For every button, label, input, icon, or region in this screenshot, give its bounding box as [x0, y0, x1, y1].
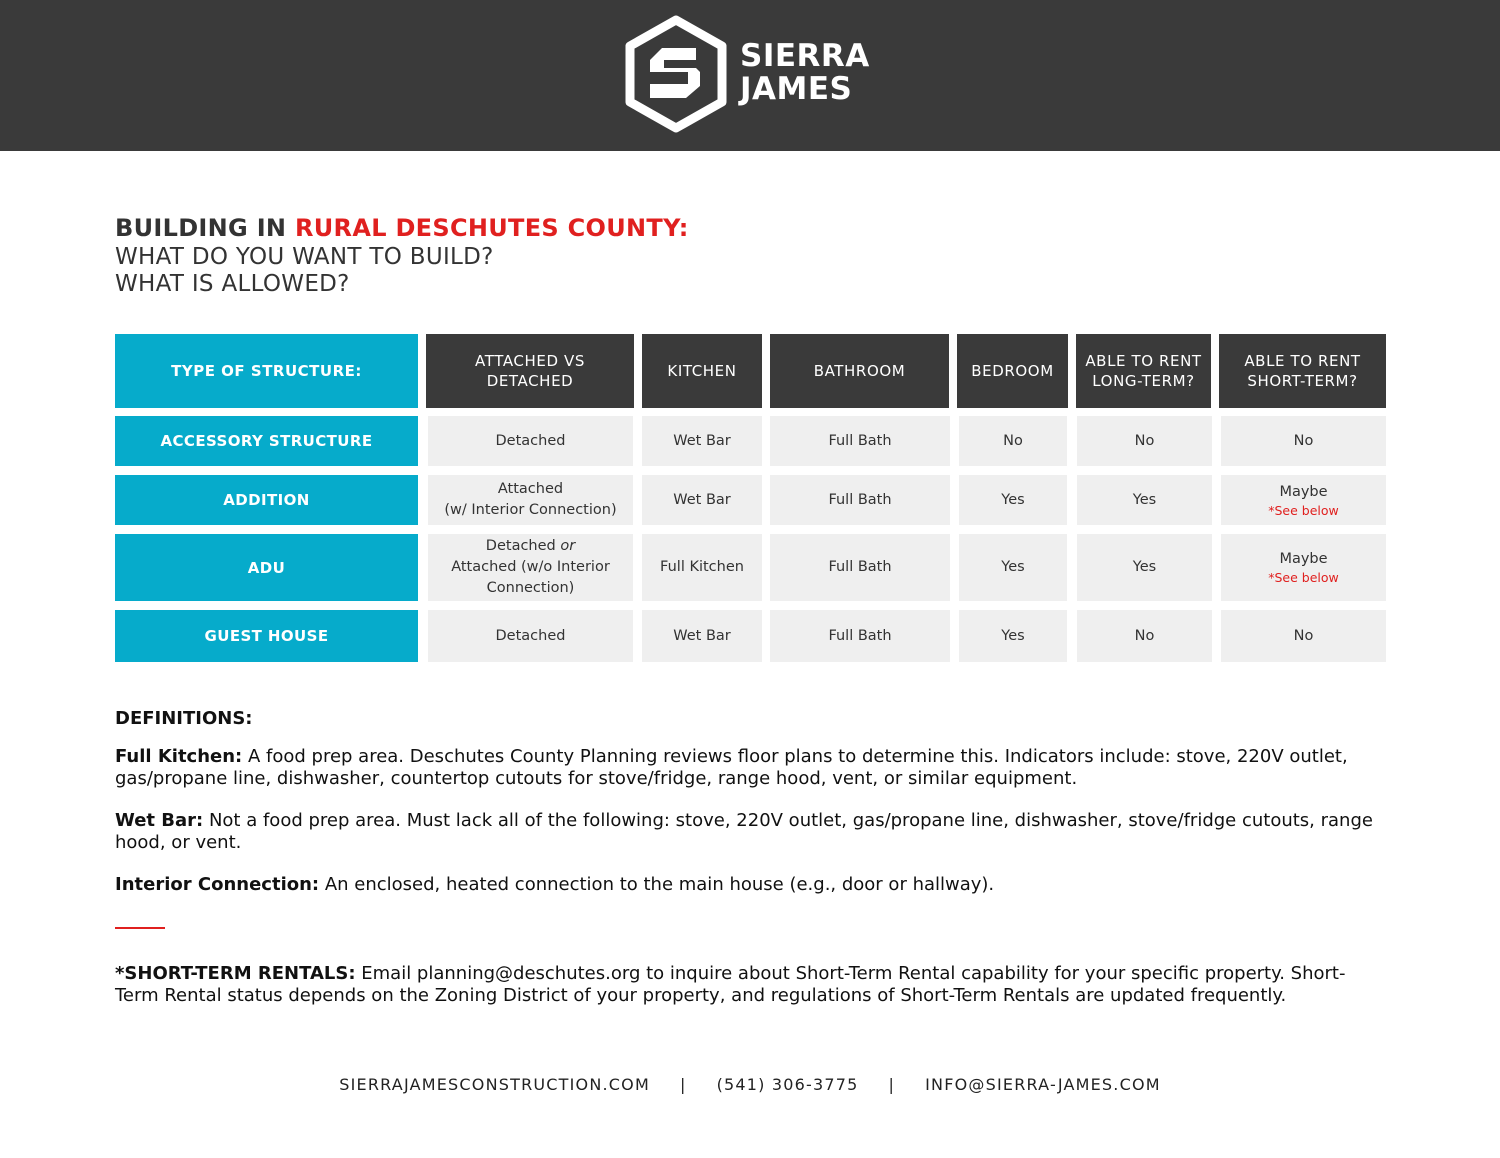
- header-bedroom: BEDROOM: [957, 334, 1068, 408]
- cell-attached: [428, 610, 633, 662]
- cell-bathroom: [770, 475, 950, 525]
- cell-text: Full Kitchen: [660, 559, 744, 575]
- definition-text: An enclosed, heated connection to the main house (e.g., door or hallway).: [319, 874, 995, 895]
- cell-text: No: [1293, 627, 1314, 644]
- cell-attached: [428, 534, 633, 601]
- cell-bathroom: [770, 534, 950, 601]
- cell-long-term: [1077, 610, 1212, 662]
- cell-bedroom: [959, 416, 1067, 466]
- cell-bedroom: [959, 610, 1067, 662]
- header-kitchen: KITCHEN: [642, 334, 762, 408]
- brand-line2: JAMES: [740, 71, 853, 107]
- cell-text: Full Bath: [828, 559, 892, 575]
- definition-full-kitchen: [115, 746, 1385, 790]
- cell-text: Yes: [1001, 627, 1025, 644]
- cell-text-detached: Detached: [485, 538, 556, 554]
- divider: [115, 927, 165, 929]
- cell-text: (w/ Interior Connection): [444, 502, 617, 518]
- title-highlight: RURAL DESCHUTES COUNTY:: [294, 214, 689, 242]
- cell-text: Maybe: [1279, 483, 1328, 500]
- header-short-term: ABLE TO RENT SHORT-TERM?: [1219, 334, 1386, 408]
- cell-kitchen: [642, 610, 762, 662]
- cell-text: No: [1134, 627, 1155, 644]
- footer-website[interactable]: SIERRAJAMESCONSTRUCTION.COM: [339, 1075, 650, 1094]
- cell-text: Wet Bar: [673, 491, 731, 508]
- header-long-term: ABLE TO RENT LONG-TERM?: [1076, 334, 1211, 408]
- definition-wet-bar: [115, 810, 1385, 854]
- footer-separator: |: [888, 1075, 896, 1094]
- cell-bathroom: [770, 610, 950, 662]
- brand-wordmark: [740, 40, 870, 106]
- cell-text: No: [1134, 432, 1155, 449]
- cell-long-term: [1077, 475, 1212, 525]
- term: *SHORT-TERM RENTALS:: [115, 963, 356, 984]
- cell-long-term: [1077, 416, 1212, 466]
- row-label-addition: ADDITION: [115, 475, 418, 525]
- title-sub-1: WHAT DO YOU WANT TO BUILD?: [115, 244, 494, 270]
- cell-bedroom: [959, 534, 1067, 601]
- definition-text: A food prep area. Deschutes County Planning reviews floor plans to determine this. Indicators include: stove, 220V outlet, gas/propane line, dishwasher, countertop cutouts for stove/fridge, range hood, vent, or similar equipment.: [115, 746, 1348, 789]
- brand-line1: SIERRA: [740, 38, 870, 74]
- page-title-block: [115, 212, 689, 298]
- cell-text: Yes: [1132, 559, 1157, 575]
- definitions-heading: DEFINITIONS:: [115, 708, 253, 729]
- cell-bedroom: [959, 475, 1067, 525]
- cell-text: Yes: [1132, 491, 1157, 508]
- cell-text: Full Bath: [828, 491, 892, 508]
- cell-text: [486, 536, 575, 557]
- footer-phone[interactable]: (541) 306-3775: [716, 1075, 859, 1094]
- note-text: Email planning@deschutes.org to inquire about Short-Term Rental capability for your specific property. Short-Term Rental status depends on the Zoning District of your property, and regulations of Short-Term Rentals are updated frequently.: [115, 963, 1346, 1006]
- title-sub-2: WHAT IS ALLOWED?: [115, 271, 350, 297]
- cell-text: Detached: [495, 432, 566, 449]
- header-bar: [0, 0, 1500, 151]
- header-attached: ATTACHED VS DETACHED: [426, 334, 634, 408]
- short-term-rentals-note: [115, 963, 1385, 1007]
- cell-text: Maybe: [1279, 551, 1328, 567]
- definitions-section: [115, 708, 1385, 916]
- cell-kitchen: [642, 416, 762, 466]
- cell-text: Yes: [1001, 559, 1025, 575]
- term: Wet Bar:: [115, 810, 204, 831]
- cell-text: Full Bath: [828, 627, 892, 644]
- cell-kitchen: [642, 475, 762, 525]
- footer: [0, 1075, 1500, 1094]
- see-below-note: *See below: [1268, 502, 1339, 518]
- term: Full Kitchen:: [115, 746, 243, 767]
- cell-attached: [428, 416, 633, 466]
- term: Interior Connection:: [115, 874, 320, 895]
- header-type: TYPE OF STRUCTURE:: [115, 334, 418, 408]
- cell-text: No: [1293, 432, 1314, 449]
- row-label-adu: ADU: [115, 534, 418, 601]
- cell-attached: [428, 475, 633, 525]
- row-label-guest-house: GUEST HOUSE: [115, 610, 418, 662]
- footer-separator: |: [679, 1075, 687, 1094]
- cell-text: Full Bath: [828, 432, 892, 449]
- header-bathroom: BATHROOM: [770, 334, 949, 408]
- footer-email[interactable]: INFO@SIERRA-JAMES.COM: [925, 1075, 1161, 1094]
- page-title: [115, 212, 689, 244]
- cell-text: Connection): [486, 580, 575, 596]
- cell-text-or: or: [560, 538, 576, 554]
- cell-text: No: [1003, 432, 1023, 449]
- title-prefix: BUILDING IN: [115, 214, 295, 242]
- cell-bathroom: [770, 416, 950, 466]
- cell-text: Yes: [1001, 491, 1025, 508]
- definition-interior-connection: [115, 874, 1385, 896]
- cell-text: Wet Bar: [673, 627, 731, 644]
- cell-short-term: [1221, 610, 1386, 662]
- cell-text: Wet Bar: [673, 432, 731, 449]
- cell-short-term: [1221, 534, 1386, 601]
- cell-text: Detached: [495, 627, 566, 644]
- cell-short-term: [1221, 475, 1386, 525]
- brand-logo: [622, 14, 892, 134]
- cell-short-term: [1221, 416, 1386, 466]
- see-below-note: *See below: [1268, 570, 1339, 585]
- cell-text: Attached (w/o Interior: [451, 559, 610, 575]
- row-label-accessory: ACCESSORY STRUCTURE: [115, 416, 418, 466]
- cell-text: Attached: [497, 481, 564, 497]
- cell-kitchen: [642, 534, 762, 601]
- hexagon-s-logo-icon: [622, 14, 730, 134]
- cell-long-term: [1077, 534, 1212, 601]
- definition-text: Not a food prep area. Must lack all of the following: stove, 220V outlet, gas/propane line, dishwasher, stove/fridge cutouts, range hood, or vent.: [115, 810, 1373, 853]
